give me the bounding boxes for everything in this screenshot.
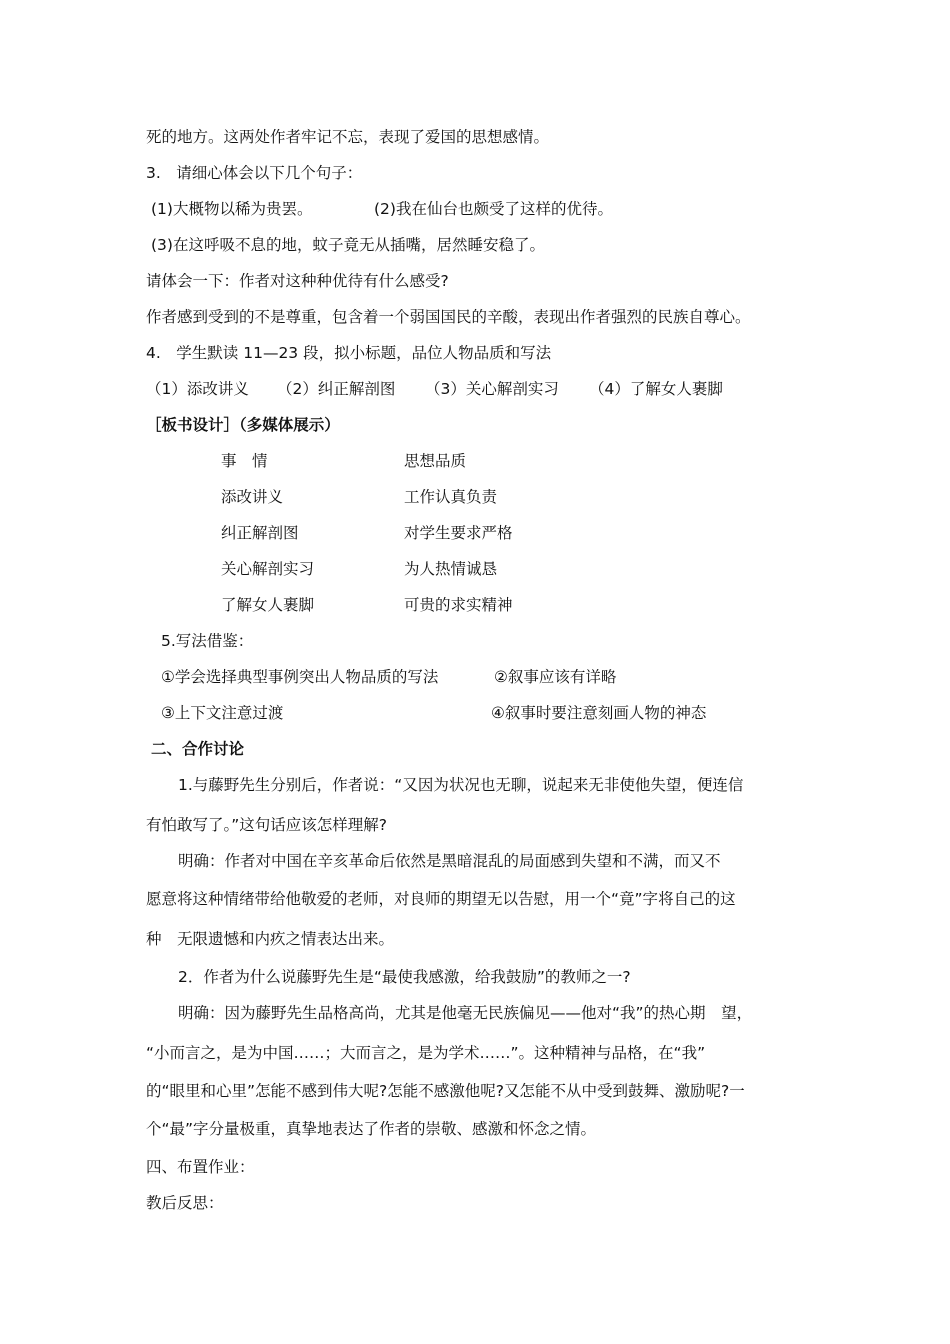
board-left-cell: 事 情 — [221, 452, 268, 470]
board-left-cell: 纠正解剖图 — [221, 524, 299, 542]
discussion-q1-line: 1.与藤野先生分别后，作者说：“又因为状况也无聊，说起来无非使他失望，便连信 — [178, 776, 744, 794]
discussion-a2-line: 明确：因为藤野先生品格高尚，尤其是他毫无民族偏见——他对“我”的热心期 望， — [178, 1004, 753, 1022]
question-3-prompt: 请体会一下：作者对这种种优待有什么感受? — [146, 272, 449, 290]
heading-item-4: （4）了解女人裹脚 — [589, 380, 723, 398]
sentence-2: (2)我在仙台也颇受了这样的优待。 — [374, 200, 613, 218]
discussion-a1-line: 愿意将这种情绪带给他敬爱的老师，对良师的期望无以告慰，用一个“竟”字将自己的这 — [146, 890, 736, 908]
board-right-cell: 对学生要求严格 — [404, 524, 513, 542]
board-left-cell: 了解女人裹脚 — [221, 596, 315, 614]
paragraph-line: 死的地方。这两处作者牢记不忘，表现了爱国的思想感情。 — [146, 128, 550, 146]
board-left-cell: 关心解剖实习 — [221, 560, 315, 578]
board-right-cell: 可贵的求实精神 — [404, 596, 513, 614]
discussion-q1-line: 有怕敢写了。”这句话应该怎样理解? — [146, 816, 388, 834]
discussion-q2: 2．作者为什么说藤野先生是“最使我感激，给我鼓励”的教师之一? — [178, 968, 631, 986]
board-right-cell: 为人热情诚恳 — [404, 560, 498, 578]
heading-item-3: （3）关心解剖实习 — [425, 380, 559, 398]
section-2-title: 二、合作讨论 — [151, 740, 245, 758]
discussion-a2-line: 的“眼里和心里”怎能不感到伟大呢?怎能不感激他呢?又怎能不从中受到鼓舞、激励呢?一 — [146, 1082, 745, 1100]
discussion-a1-line: 种 无限遗憾和内疚之情表达出来。 — [146, 930, 395, 948]
heading-item-2: （2）纠正解剖图 — [277, 380, 396, 398]
writing-item-4: ④叙事时要注意刻画人物的神态 — [491, 704, 707, 722]
board-left-cell: 添改讲义 — [221, 488, 284, 506]
homework-heading: 四、布置作业： — [146, 1158, 255, 1176]
sentence-3: (3)在这呼吸不息的地，蚊子竟无从插嘴，居然睡安稳了。 — [151, 236, 545, 254]
reflection-heading: 教后反思： — [146, 1194, 224, 1212]
writing-title: 5.写法借鉴： — [161, 632, 254, 650]
board-right-cell: 思想品质 — [404, 452, 467, 470]
board-right-cell: 工作认真负责 — [404, 488, 498, 506]
discussion-a1-line: 明确：作者对中国在辛亥革命后依然是黑暗混乱的局面感到失望和不满，而又不 — [178, 852, 721, 870]
sentence-1: (1)大概物以稀为贵罢。 — [151, 200, 313, 218]
discussion-a2-line: 个“最”字分量极重，真挚地表达了作者的崇敬、感激和怀念之情。 — [146, 1120, 597, 1138]
writing-item-3: ③上下文注意过渡 — [161, 704, 284, 722]
question-4: 4. 学生默读 11—23 段，拟小标题，品位人物品质和写法 — [146, 344, 552, 362]
writing-item-2: ②叙事应该有详略 — [494, 668, 617, 686]
question-3: 3. 请细心体会以下几个句子： — [146, 164, 363, 182]
writing-item-1: ①学会选择典型事例突出人物品质的写法 — [161, 668, 439, 686]
question-3-answer: 作者感到受到的不是尊重，包含着一个弱国国民的辛酸，表现出作者强烈的民族自尊心。 — [146, 308, 751, 326]
heading-item-1: （1）添改讲义 — [146, 380, 249, 398]
board-design-title: ［板书设计］（多媒体展示） — [146, 416, 340, 434]
discussion-a2-line: “小而言之，是为中国……；大而言之，是为学术……”。这种精神与品格，在“我” — [146, 1044, 706, 1062]
